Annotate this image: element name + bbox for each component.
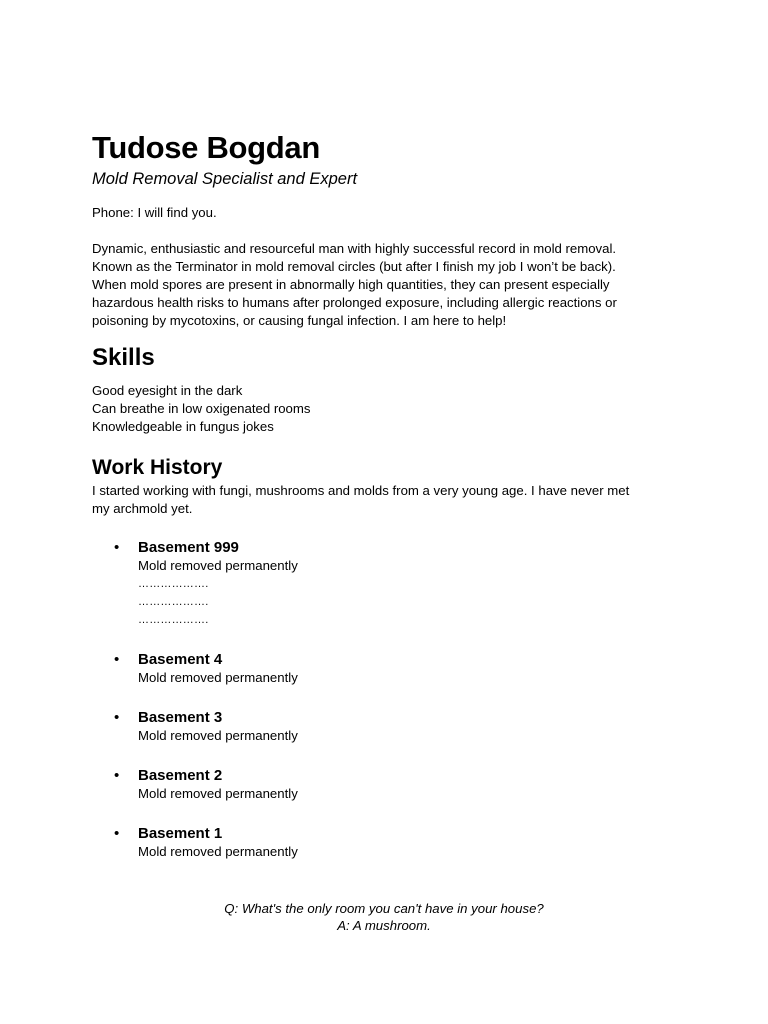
resume-page bbox=[92, 128, 692, 933]
job-title: Basement 2 bbox=[138, 767, 223, 784]
summary-line: When mold spores are present in abnormally high quantities, they can present especially bbox=[92, 277, 610, 292]
summary-line: poisoning by mycotoxins, or causing fungal infection. I am here to help! bbox=[92, 313, 507, 328]
joke-question: Q: What's the only room you can't have in your house? bbox=[224, 901, 544, 916]
bullet-icon: • bbox=[114, 825, 120, 842]
phone-line: Phone: I will find you. bbox=[92, 205, 217, 220]
dotted-line: ………………. bbox=[138, 614, 209, 626]
job-entry bbox=[92, 538, 692, 629]
dotted-line: ………………. bbox=[138, 596, 209, 608]
summary-line: hazardous health risks to humans after prolonged exposure, including allergic reactions or bbox=[92, 295, 617, 310]
mushroom-joke bbox=[92, 900, 676, 934]
job-entry bbox=[92, 766, 692, 803]
summary-paragraph bbox=[92, 240, 692, 330]
resume-name: Tudose Bogdan bbox=[92, 130, 321, 165]
job-entry bbox=[92, 650, 692, 687]
skills-list bbox=[92, 382, 692, 436]
bullet-icon: • bbox=[114, 539, 120, 556]
job-description: Mold removed permanently bbox=[138, 670, 298, 685]
summary-line: Known as the Terminator in mold removal circles (but after I finish my job I won’t be back). bbox=[92, 259, 616, 274]
summary-line: Dynamic, enthusiastic and resourceful man with highly successful record in mold removal. bbox=[92, 241, 617, 256]
job-description: Mold removed permanently bbox=[138, 786, 298, 801]
job-description: Mold removed permanently bbox=[138, 728, 298, 743]
job-entry bbox=[92, 824, 692, 861]
work-intro-line: my archmold yet. bbox=[92, 501, 193, 516]
work-intro-line: I started working with fungi, mushrooms and molds from a very young age. I have never met bbox=[92, 483, 630, 498]
bullet-icon: • bbox=[114, 651, 120, 668]
job-entry bbox=[92, 708, 692, 745]
skills-heading: Skills bbox=[92, 344, 155, 371]
job-title: Basement 3 bbox=[138, 709, 223, 726]
resume-title: Mold Removal Specialist and Expert bbox=[92, 170, 358, 188]
skill-item: Can breathe in low oxigenated rooms bbox=[92, 401, 311, 416]
job-title: Basement 4 bbox=[138, 651, 223, 668]
skill-item: Good eyesight in the dark bbox=[92, 383, 243, 398]
job-description: Mold removed permanently bbox=[138, 558, 298, 573]
job-title: Basement 999 bbox=[138, 539, 239, 556]
work-history-intro bbox=[92, 482, 692, 518]
job-description: Mold removed permanently bbox=[138, 844, 298, 859]
bullet-icon: • bbox=[114, 767, 120, 784]
work-history-heading: Work History bbox=[92, 456, 223, 479]
dotted-line: ………………. bbox=[138, 578, 209, 590]
job-title: Basement 1 bbox=[138, 825, 223, 842]
bullet-icon: • bbox=[114, 709, 120, 726]
joke-answer: A: A mushroom. bbox=[337, 918, 431, 933]
skill-item: Knowledgeable in fungus jokes bbox=[92, 419, 274, 434]
